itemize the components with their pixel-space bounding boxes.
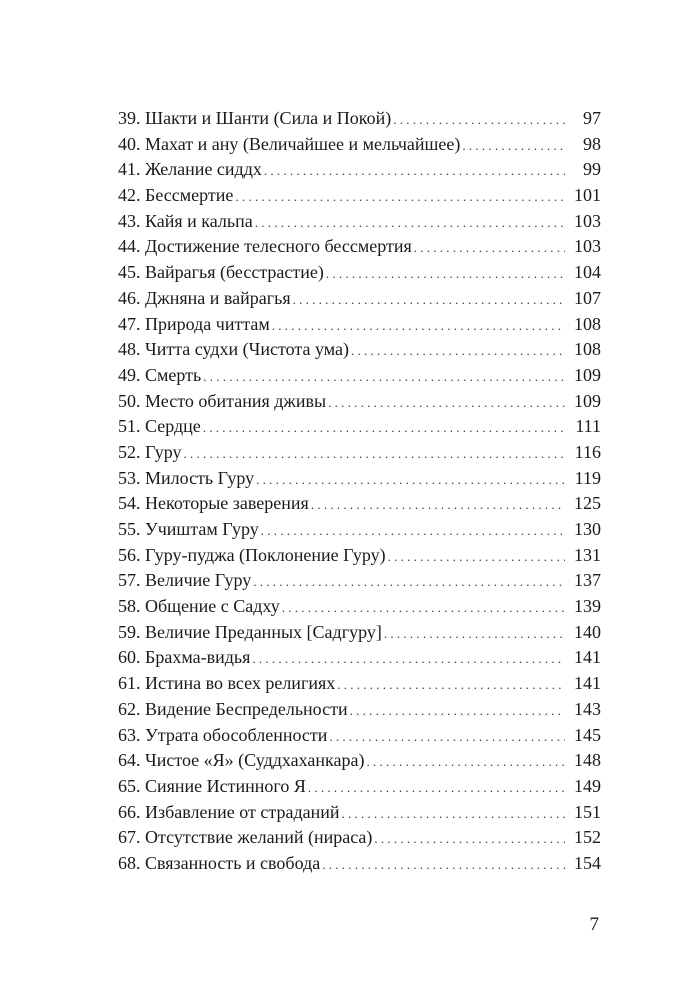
toc-entry-page: 108 (574, 339, 601, 360)
toc-entry (118, 414, 601, 440)
toc-entry (118, 132, 601, 158)
toc-entry-page: 101 (574, 185, 601, 206)
dot-leader (203, 364, 565, 390)
dot-leader (329, 724, 565, 750)
toc-entry-title: 51. Сердце (118, 416, 201, 437)
toc-entry-page: 103 (574, 210, 601, 231)
toc-entry-title: 46. Джняна и вайрагья (118, 287, 291, 308)
toc-entry (118, 286, 601, 312)
toc-entry (118, 594, 601, 620)
toc-entry-page: 98 (583, 133, 601, 154)
toc-entry (118, 851, 601, 877)
toc-entry-page: 139 (574, 596, 601, 617)
toc-entry (118, 645, 601, 671)
toc-entry-title: 53. Милость Гуру (118, 467, 255, 488)
toc-entry-title: 64. Чистое «Я» (Суддхаханкара) (118, 750, 365, 771)
toc-entry (118, 260, 601, 286)
toc-entry-title: 68. Связанность и свобода (118, 852, 321, 873)
toc-entry (118, 697, 601, 723)
page-number: 7 (589, 914, 599, 935)
toc-entry-title: 56. Гуру-пуджа (Поклонение Гуру) (118, 544, 386, 565)
toc-entry (118, 440, 601, 466)
toc-entry-page: 97 (583, 108, 601, 128)
toc-entry-page: 141 (574, 647, 601, 668)
toc-entry-page: 154 (574, 852, 601, 873)
toc-entry-page: 145 (574, 724, 601, 745)
toc-entry (118, 209, 601, 235)
toc-entry-page: 103 (574, 236, 601, 257)
dot-leader (322, 852, 565, 878)
toc-entry-page: 143 (574, 698, 601, 719)
dot-leader (272, 313, 565, 339)
toc-entry (118, 157, 601, 183)
toc-entry-page: 137 (574, 570, 601, 591)
toc-entry-title: 58. Общение с Садху (118, 596, 280, 617)
dot-leader (203, 415, 565, 441)
toc-entry (118, 774, 601, 800)
dot-leader (374, 826, 565, 852)
toc-entry-title: 55. Учиштам Гуру (118, 519, 259, 539)
dot-leader (308, 775, 565, 801)
dot-leader (252, 646, 565, 672)
dot-leader (282, 595, 565, 621)
toc-entry (118, 234, 601, 260)
dot-leader (253, 569, 565, 595)
toc-entry-title: 41. Желание сиддх (118, 159, 262, 180)
dot-leader (384, 621, 565, 647)
toc-entry (118, 517, 601, 543)
toc-entry-title: 54. Некоторые заверения (118, 493, 309, 514)
toc-entry-title: 63. Утрата обособленности (118, 724, 328, 745)
toc-entry (118, 312, 601, 338)
toc-entry-title: 50. Место обитания дживы (118, 390, 327, 411)
toc-entry-title: 61. Истина во всех религиях (118, 673, 336, 694)
toc-entry-title: 62. Видение Беспредельности (118, 698, 348, 719)
toc-entry-title: 48. Читта судхи (Чистота ума) (118, 339, 349, 360)
toc-entry-page: 108 (574, 313, 601, 334)
dot-leader (256, 467, 565, 493)
table-of-contents (118, 106, 601, 877)
dot-leader (393, 107, 565, 133)
toc-entry-title: 59. Величие Преданных [Садгуру] (118, 621, 382, 642)
toc-entry-title: 42. Бессмертие (118, 185, 234, 206)
toc-entry-page: 111 (575, 416, 601, 437)
dot-leader (264, 158, 565, 184)
dot-leader (293, 287, 565, 313)
toc-entry-page: 149 (574, 775, 601, 796)
toc-entry-title: 57. Величие Гуру (118, 570, 252, 591)
dot-leader (235, 184, 565, 210)
toc-entry (118, 183, 601, 209)
toc-entry-title: 39. Шакти и Шанти (Сила и Покой) (118, 108, 392, 128)
toc-entry (118, 543, 601, 569)
dot-leader (261, 518, 565, 544)
toc-entry-title: 66. Избавление от страданий (118, 801, 340, 822)
toc-entry-title: 44. Достижение телесного бессмертия (118, 236, 412, 257)
dot-leader (326, 261, 565, 287)
dot-leader (351, 338, 565, 364)
toc-entry-page: 140 (574, 621, 601, 642)
toc-entry (118, 337, 601, 363)
toc-entry (118, 748, 601, 774)
toc-entry-title: 45. Вайрагья (бесстрастие) (118, 262, 324, 283)
toc-entry-page: 109 (574, 364, 601, 385)
toc-entry-page: 141 (574, 673, 601, 694)
toc-entry-title: 43. Кайя и кальпа (118, 210, 253, 231)
dot-leader (341, 801, 565, 827)
dot-leader (328, 390, 565, 416)
toc-entry-page: 125 (574, 493, 601, 514)
dot-leader (337, 672, 565, 698)
toc-entry (118, 389, 601, 415)
toc-entry (118, 466, 601, 492)
toc-entry (118, 568, 601, 594)
toc-entry-page: 119 (574, 467, 601, 488)
toc-entry (118, 363, 601, 389)
dot-leader (255, 210, 565, 236)
toc-entry-title: 52. Гуру (118, 441, 182, 462)
toc-entry-page: 104 (574, 262, 601, 283)
toc-entry (118, 671, 601, 697)
toc-entry-page: 148 (574, 750, 601, 771)
dot-leader (414, 235, 565, 261)
toc-entry (118, 491, 601, 517)
dot-leader (350, 698, 565, 724)
toc-entry-page: 116 (574, 441, 601, 462)
dot-leader (311, 492, 565, 518)
dot-leader (183, 441, 565, 467)
toc-entry-page: 151 (574, 801, 601, 822)
toc-entry (118, 723, 601, 749)
toc-entry-page: 99 (583, 159, 601, 180)
toc-entry-title: 47. Природа читтам (118, 313, 270, 334)
dot-leader (366, 749, 565, 775)
toc-entry-title: 40. Махат и ану (Величайшее и мельчайшее) (118, 133, 461, 154)
toc-entry-page: 109 (574, 390, 601, 411)
dot-leader (388, 544, 565, 570)
toc-entry-page: 107 (574, 287, 601, 308)
dot-leader (462, 133, 565, 159)
toc-entry-title: 65. Сияние Истинного Я (118, 775, 306, 796)
toc-entry (118, 825, 601, 851)
toc-entry-title: 49. Смерть (118, 364, 202, 385)
toc-entry-page: 130 (574, 519, 601, 539)
toc-entry-title: 60. Брахма-видья (118, 647, 251, 668)
toc-entry (118, 800, 601, 826)
toc-entry (118, 106, 601, 132)
toc-entry-page: 131 (574, 544, 601, 565)
toc-entry (118, 620, 601, 646)
toc-entry-page: 152 (574, 827, 601, 848)
toc-entry-title: 67. Отсутствие желаний (нираса) (118, 827, 373, 848)
